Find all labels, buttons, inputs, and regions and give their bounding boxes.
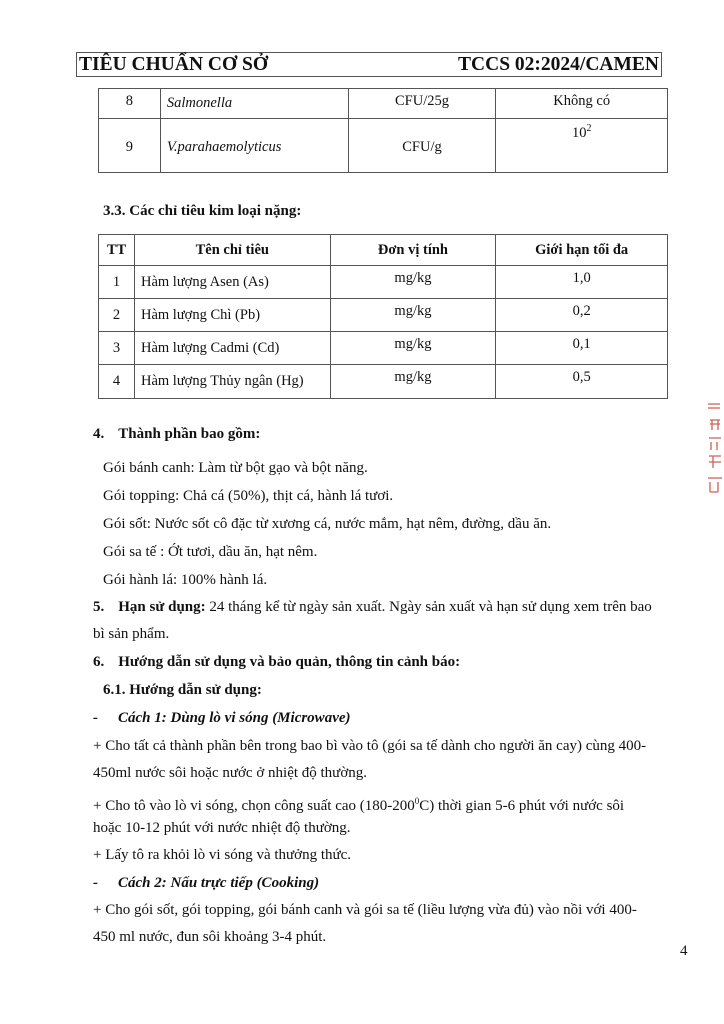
cell-name: Hàm lượng Cadmi (Cd) xyxy=(134,332,330,365)
cell-tt: 2 xyxy=(99,299,135,332)
cell-unit: mg/kg xyxy=(330,266,496,299)
table-row xyxy=(99,119,668,173)
ingredient-item: Gói bánh canh: Làm từ bột gạo và bột năng. xyxy=(103,460,368,476)
table-row xyxy=(99,332,668,365)
cell-unit: CFU/g xyxy=(348,119,496,173)
section-title: Thành phần bao gồm: xyxy=(118,426,261,442)
method-1-heading xyxy=(93,708,351,728)
limit-exponent: 2 xyxy=(586,123,592,134)
ingredient-item: Gói sa tế : Ớt tươi, dầu ăn, hạt nêm. xyxy=(103,544,318,560)
instruction-line: + Cho tất cả thành phần bên trong bao bì vào tô (gói sa tế dành cho người ăn cay) cùng 400- xyxy=(93,738,647,754)
instruction-line: 450 ml nước, đun sôi khoảng 3-4 phút. xyxy=(93,929,327,945)
section-6-1-heading: 6.1. Hướng dẫn sử dụng: xyxy=(103,682,262,698)
heavy-metal-table xyxy=(98,234,668,399)
cell-unit: CFU/25g xyxy=(348,89,496,119)
section-4-heading xyxy=(93,424,260,444)
cell-tt: 3 xyxy=(99,332,135,365)
cell-unit: mg/kg xyxy=(330,299,496,332)
red-stamp-mark xyxy=(704,398,724,498)
cell-limit: 1,0 xyxy=(496,266,668,299)
table-row xyxy=(99,89,668,119)
section-5 xyxy=(93,597,652,617)
section-title: Hướng dẫn sử dụng và bảo quản, thông tin cảnh báo: xyxy=(118,654,461,670)
degree-sup: 0 xyxy=(414,796,420,806)
cell-name: Salmonella xyxy=(160,89,348,119)
section-6-heading xyxy=(93,652,460,672)
section-5-continued: bì sản phẩm. xyxy=(93,626,170,642)
instruction-line: + Lấy tô ra khỏi lò vi sóng và thưởng thức. xyxy=(93,847,352,863)
ingredient-item: Gói hành lá: 100% hành lá. xyxy=(103,572,268,588)
cell-tt: 8 xyxy=(99,89,161,119)
section-3-3-heading: 3.3. Các chỉ tiêu kim loại nặng: xyxy=(103,203,302,219)
cell-tt: 4 xyxy=(99,365,135,399)
cell-name: Hàm lượng Asen (As) xyxy=(134,266,330,299)
cell-name: Hàm lượng Chì (Pb) xyxy=(134,299,330,332)
method-title: Cách 1: Dùng lò vi sóng (Microwave) xyxy=(118,710,351,726)
cell-unit: mg/kg xyxy=(330,332,496,365)
table-header-row xyxy=(99,235,668,266)
microbiology-table xyxy=(98,88,668,173)
limit-base: 10 xyxy=(571,124,587,141)
method-title: Cách 2: Nấu trực tiếp (Cooking) xyxy=(118,875,320,891)
table-row xyxy=(99,365,668,399)
dash: - xyxy=(93,875,98,891)
cell-limit: 0,2 xyxy=(496,299,668,332)
header-name: Tên chỉ tiêu xyxy=(134,235,330,266)
table-row xyxy=(99,299,668,332)
cell-limit xyxy=(496,119,668,173)
header-right: TCCS 02:2024/CAMEN xyxy=(458,54,659,75)
instruction-line: 450ml nước sôi hoặc nước ở nhiệt độ thường. xyxy=(93,765,367,781)
cell-tt: 1 xyxy=(99,266,135,299)
text: + Cho tô vào lò vi sóng, chọn công suất cao (180-200 xyxy=(93,798,415,814)
cell-limit: 0,5 xyxy=(496,365,668,399)
section-number: 5. xyxy=(93,599,105,615)
section-number: 6. xyxy=(93,654,105,670)
cell-unit: mg/kg xyxy=(330,365,496,399)
cell-limit: 0,1 xyxy=(496,332,668,365)
ingredient-item: Gói sốt: Nước sốt cô đặc từ xương cá, nước mắm, hạt nêm, đường, dầu ăn. xyxy=(103,516,552,532)
text: C) thời gian 5-6 phút với nước sôi xyxy=(419,798,625,814)
header-left: TIÊU CHUẨN CƠ SỞ xyxy=(79,54,269,75)
table-row xyxy=(99,266,668,299)
page-number: 4 xyxy=(680,943,688,959)
instruction-line: + Cho gói sốt, gói topping, gói bánh canh và gói sa tế (liều lượng vừa đủ) vào nồi với 400- xyxy=(93,902,637,918)
header-tt: TT xyxy=(99,235,135,266)
instruction-line xyxy=(93,791,624,816)
cell-name: V.parahaemolyticus xyxy=(160,119,348,173)
ingredient-item: Gói topping: Chả cá (50%), thịt cá, hành lá tươi. xyxy=(103,488,394,504)
section-title: Hạn sử dụng: xyxy=(118,599,206,615)
method-2-heading xyxy=(93,873,319,893)
cell-name: Hàm lượng Thủy ngân (Hg) xyxy=(134,365,330,399)
header-unit: Đơn vị tính xyxy=(330,235,496,266)
cell-limit: Không có xyxy=(496,89,668,119)
section-number: 4. xyxy=(93,426,105,442)
instruction-line: hoặc 10-12 phút với nước nhiệt độ thường. xyxy=(93,820,351,836)
page-header xyxy=(76,52,662,77)
section-text: 24 tháng kể từ ngày sản xuất. Ngày sản xuất và hạn sử dụng xem trên bao xyxy=(205,599,652,615)
dash: - xyxy=(93,710,98,726)
cell-tt: 9 xyxy=(99,119,161,173)
header-limit: Giới hạn tối đa xyxy=(496,235,668,266)
